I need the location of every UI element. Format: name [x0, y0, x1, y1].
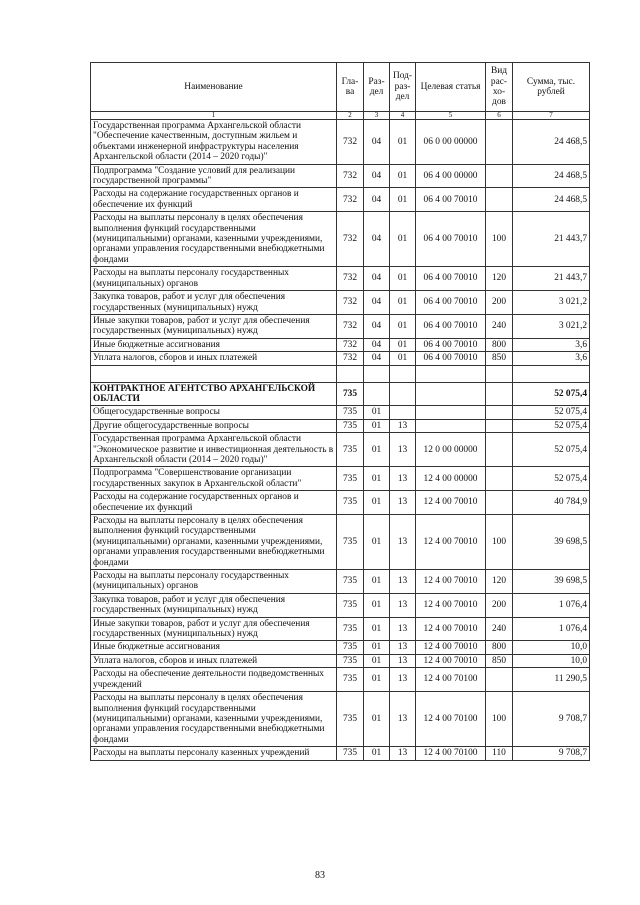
cell-chapter: 732: [337, 352, 364, 365]
cell-name: Расходы на выплаты персоналу казенных учреждений: [91, 747, 337, 760]
cell-name: Расходы на содержание государственных органов и обеспечение их функций: [91, 188, 337, 212]
cell-section: 01: [364, 406, 390, 419]
cell-name: Расходы на выплаты персоналу в целях обеспечения выполнения функций государственными (муниципальными) органами, казенными учреждениями, органами управления государственными внебюджетными фондами: [91, 515, 337, 570]
cell-expense: 100: [486, 515, 513, 570]
cell-chapter: 732: [337, 188, 364, 212]
cell-chapter: 735: [337, 467, 364, 491]
cell-target: 06 4 00 70010: [416, 338, 486, 351]
cell-target: 06 4 00 70010: [416, 291, 486, 315]
cell-target: 06 4 00 70010: [416, 188, 486, 212]
column-number: 2: [337, 112, 364, 120]
table-row: [91, 291, 590, 315]
cell-name: Расходы на выплаты персоналу в целях обеспечения выполнения функций государственными (муниципальными) органами, казенными учреждениями, органами управления государственными внебюджетными фондами: [91, 212, 337, 267]
cell-section: 01: [364, 491, 390, 515]
cell-name: Закупка товаров, работ и услуг для обеспечения государственных (муниципальных) нужд: [91, 291, 337, 315]
cell-subsection: 01: [390, 291, 416, 315]
cell-subsection: 13: [390, 641, 416, 654]
table-row: [91, 593, 590, 617]
cell-chapter: 735: [337, 570, 364, 594]
cell-target: 12 4 00 70010: [416, 491, 486, 515]
column-number: 5: [416, 112, 486, 120]
cell-section: 04: [364, 314, 390, 338]
cell-target: [416, 419, 486, 432]
cell-chapter: 735: [337, 668, 364, 692]
cell-sum: 52 075,4: [513, 433, 590, 467]
cell-section: 01: [364, 419, 390, 432]
cell-subsection: 13: [390, 692, 416, 747]
table-row: [91, 338, 590, 351]
cell-section: 04: [364, 267, 390, 291]
cell-name: Иные бюджетные ассигнования: [91, 641, 337, 654]
cell-expense: [486, 491, 513, 515]
cell-sum: 3 021,2: [513, 291, 590, 315]
cell-section: 04: [364, 291, 390, 315]
cell-sum: 39 698,5: [513, 515, 590, 570]
cell-expense: [486, 419, 513, 432]
cell-sum: 24 468,5: [513, 164, 590, 188]
cell-sum: 1 076,4: [513, 617, 590, 641]
cell-subsection: 13: [390, 747, 416, 760]
cell-expense: [486, 120, 513, 165]
cell-chapter: 735: [337, 406, 364, 419]
cell-subsection: 13: [390, 419, 416, 432]
cell-sum: 1 076,4: [513, 593, 590, 617]
cell-chapter: 732: [337, 212, 364, 267]
cell-chapter: 735: [337, 515, 364, 570]
empty-cell: [416, 365, 486, 382]
cell-section: 01: [364, 747, 390, 760]
cell-section: 01: [364, 692, 390, 747]
cell-subsection: 13: [390, 433, 416, 467]
empty-cell: [91, 365, 337, 382]
table-row: [91, 641, 590, 654]
cell-name: Расходы на содержание государственных органов и обеспечение их функций: [91, 491, 337, 515]
cell-subsection: [390, 406, 416, 419]
header-target: Целевая статья: [416, 63, 486, 112]
cell-sum: 52 075,4: [513, 382, 590, 406]
empty-cell: [486, 365, 513, 382]
cell-expense: [486, 188, 513, 212]
cell-name: Иные закупки товаров, работ и услуг для обеспечения государственных (муниципальных) нужд: [91, 617, 337, 641]
cell-expense: [486, 406, 513, 419]
table-row: [91, 314, 590, 338]
cell-chapter: 735: [337, 747, 364, 760]
page-number: 83: [315, 870, 325, 881]
cell-expense: 800: [486, 641, 513, 654]
cell-subsection: 13: [390, 467, 416, 491]
cell-name: Уплата налогов, сборов и иных платежей: [91, 352, 337, 365]
header-subsection: Под-раз-дел: [390, 63, 416, 112]
cell-expense: [486, 164, 513, 188]
cell-subsection: 01: [390, 188, 416, 212]
cell-expense: 100: [486, 212, 513, 267]
cell-chapter: 735: [337, 692, 364, 747]
cell-section: 04: [364, 164, 390, 188]
cell-name: Государственная программа Архангельской области "Обеспечение качественным, доступным жильем и объектами инженерной инфраструктуры населения Архангельской области (2014 – 2020 годы)": [91, 120, 337, 165]
cell-chapter: 735: [337, 593, 364, 617]
cell-expense: 850: [486, 352, 513, 365]
cell-section: 01: [364, 593, 390, 617]
cell-name: Иные закупки товаров, работ и услуг для обеспечения государственных (муниципальных) нужд: [91, 314, 337, 338]
header-row: [91, 63, 590, 112]
cell-section: 01: [364, 570, 390, 594]
column-number: 6: [486, 112, 513, 120]
cell-section: 04: [364, 120, 390, 165]
cell-sum: 39 698,5: [513, 570, 590, 594]
cell-subsection: 13: [390, 491, 416, 515]
cell-expense: [486, 668, 513, 692]
cell-chapter: 735: [337, 382, 364, 406]
cell-name: Расходы на выплаты персоналу в целях обеспечения выполнения функций государственными (муниципальными) органами, казенными учреждениями, органами управления государственными внебюджетными фондами: [91, 692, 337, 747]
header-expense: Вид рас-хо-дов: [486, 63, 513, 112]
cell-chapter: 732: [337, 314, 364, 338]
cell-target: 06 4 00 70010: [416, 352, 486, 365]
cell-section: 01: [364, 641, 390, 654]
cell-section: 04: [364, 188, 390, 212]
table-row: [91, 747, 590, 760]
cell-subsection: 13: [390, 668, 416, 692]
table-row: [91, 120, 590, 165]
cell-subsection: 01: [390, 212, 416, 267]
cell-target: [416, 406, 486, 419]
cell-target: 12 4 00 70100: [416, 692, 486, 747]
table-row: [91, 406, 590, 419]
cell-subsection: 01: [390, 314, 416, 338]
cell-target: 06 0 00 00000: [416, 120, 486, 165]
cell-expense: [486, 467, 513, 491]
cell-chapter: 735: [337, 419, 364, 432]
cell-subsection: 01: [390, 352, 416, 365]
column-number: 1: [91, 112, 337, 120]
cell-sum: 3,6: [513, 352, 590, 365]
empty-cell: [390, 365, 416, 382]
cell-sum: 9 708,7: [513, 692, 590, 747]
cell-section: 01: [364, 617, 390, 641]
cell-name: Уплата налогов, сборов и иных платежей: [91, 654, 337, 667]
cell-section: 04: [364, 352, 390, 365]
cell-section: 01: [364, 433, 390, 467]
cell-subsection: 13: [390, 593, 416, 617]
cell-expense: 200: [486, 593, 513, 617]
table-row: [91, 212, 590, 267]
cell-sum: 24 468,5: [513, 188, 590, 212]
cell-chapter: 735: [337, 617, 364, 641]
cell-subsection: 01: [390, 164, 416, 188]
column-number: 3: [364, 112, 390, 120]
cell-chapter: 732: [337, 164, 364, 188]
cell-expense: 110: [486, 747, 513, 760]
cell-sum: 24 468,5: [513, 120, 590, 165]
cell-target: 06 4 00 70010: [416, 314, 486, 338]
cell-sum: 11 290,5: [513, 668, 590, 692]
table-row: [91, 352, 590, 365]
cell-section: 01: [364, 467, 390, 491]
cell-expense: [486, 382, 513, 406]
cell-target: 12 4 00 70010: [416, 641, 486, 654]
cell-target: 12 4 00 70010: [416, 570, 486, 594]
cell-section: 01: [364, 515, 390, 570]
cell-name: Расходы на выплаты персоналу государственных (муниципальных) органов: [91, 267, 337, 291]
cell-expense: 120: [486, 570, 513, 594]
cell-name: Государственная программа Архангельской области "Экономическое развитие и инвестиционная деятельность в Архангельской области (2014 – 2020 годы)": [91, 433, 337, 467]
cell-chapter: 732: [337, 291, 364, 315]
cell-sum: 21 443,7: [513, 212, 590, 267]
cell-chapter: 735: [337, 641, 364, 654]
cell-chapter: 732: [337, 267, 364, 291]
table-row: [91, 164, 590, 188]
cell-expense: 100: [486, 692, 513, 747]
cell-target: 12 4 00 70010: [416, 515, 486, 570]
table-row: [91, 515, 590, 570]
table-row: [91, 419, 590, 432]
cell-name: КОНТРАКТНОЕ АГЕНТСТВО АРХАНГЕЛЬСКОЙ ОБЛАСТИ: [91, 382, 337, 406]
cell-chapter: 735: [337, 491, 364, 515]
cell-name: Подпрограмма "Создание условий для реализации государственной программы": [91, 164, 337, 188]
cell-sum: 40 784,9: [513, 491, 590, 515]
cell-target: 06 4 00 70010: [416, 212, 486, 267]
column-number-row: [91, 112, 590, 120]
table-row: [91, 570, 590, 594]
header-chapter: Гла-ва: [337, 63, 364, 112]
cell-name: Другие общегосударственные вопросы: [91, 419, 337, 432]
cell-subsection: 01: [390, 267, 416, 291]
cell-sum: 3 021,2: [513, 314, 590, 338]
column-number: 4: [390, 112, 416, 120]
table-row: [91, 433, 590, 467]
cell-sum: 52 075,4: [513, 406, 590, 419]
cell-sum: 21 443,7: [513, 267, 590, 291]
cell-expense: 200: [486, 291, 513, 315]
empty-cell: [513, 365, 590, 382]
cell-target: [416, 382, 486, 406]
cell-chapter: 735: [337, 433, 364, 467]
header-sum: Сумма, тыс. рублей: [513, 63, 590, 112]
cell-name: Общегосударственные вопросы: [91, 406, 337, 419]
table-row: [91, 668, 590, 692]
table-row: [91, 692, 590, 747]
cell-target: 12 4 00 70010: [416, 593, 486, 617]
cell-sum: 3,6: [513, 338, 590, 351]
budget-table: [90, 62, 590, 761]
cell-expense: 120: [486, 267, 513, 291]
cell-subsection: 13: [390, 570, 416, 594]
empty-cell: [364, 365, 390, 382]
cell-subsection: 01: [390, 120, 416, 165]
cell-target: 06 4 00 00000: [416, 164, 486, 188]
cell-target: 12 4 00 70100: [416, 668, 486, 692]
cell-chapter: 732: [337, 120, 364, 165]
table-row: [91, 467, 590, 491]
table-row: [91, 267, 590, 291]
cell-sum: 52 075,4: [513, 419, 590, 432]
cell-target: 06 4 00 70010: [416, 267, 486, 291]
cell-target: 12 0 00 00000: [416, 433, 486, 467]
cell-expense: [486, 433, 513, 467]
cell-subsection: 13: [390, 515, 416, 570]
cell-section: [364, 382, 390, 406]
cell-section: 04: [364, 338, 390, 351]
column-number: 7: [513, 112, 590, 120]
cell-expense: 240: [486, 617, 513, 641]
cell-section: 01: [364, 668, 390, 692]
spacer-row: [91, 365, 590, 382]
header-name: Наименование: [91, 63, 337, 112]
table-body: [91, 120, 590, 761]
cell-sum: 10,0: [513, 654, 590, 667]
table-row: [91, 617, 590, 641]
cell-subsection: [390, 382, 416, 406]
cell-target: 12 4 00 70100: [416, 747, 486, 760]
cell-name: Расходы на выплаты персоналу государственных (муниципальных) органов: [91, 570, 337, 594]
cell-sum: 10,0: [513, 641, 590, 654]
cell-target: 12 4 00 00000: [416, 467, 486, 491]
cell-name: Расходы на обеспечение деятельности подведомственных учреждений: [91, 668, 337, 692]
table-row: [91, 654, 590, 667]
cell-expense: 800: [486, 338, 513, 351]
table-row: [91, 188, 590, 212]
table-row: [91, 382, 590, 406]
cell-sum: 52 075,4: [513, 467, 590, 491]
cell-name: Закупка товаров, работ и услуг для обеспечения государственных (муниципальных) нужд: [91, 593, 337, 617]
cell-sum: 9 708,7: [513, 747, 590, 760]
empty-cell: [337, 365, 364, 382]
cell-target: 12 4 00 70010: [416, 654, 486, 667]
cell-chapter: 732: [337, 338, 364, 351]
header-section: Раз-дел: [364, 63, 390, 112]
cell-target: 12 4 00 70010: [416, 617, 486, 641]
cell-expense: 850: [486, 654, 513, 667]
cell-section: 04: [364, 212, 390, 267]
cell-chapter: 735: [337, 654, 364, 667]
cell-name: Подпрограмма "Совершенствование организации государственных закупок в Архангельской области": [91, 467, 337, 491]
table-row: [91, 491, 590, 515]
cell-subsection: 13: [390, 654, 416, 667]
cell-subsection: 13: [390, 617, 416, 641]
cell-subsection: 01: [390, 338, 416, 351]
cell-section: 01: [364, 654, 390, 667]
cell-name: Иные бюджетные ассигнования: [91, 338, 337, 351]
cell-expense: 240: [486, 314, 513, 338]
